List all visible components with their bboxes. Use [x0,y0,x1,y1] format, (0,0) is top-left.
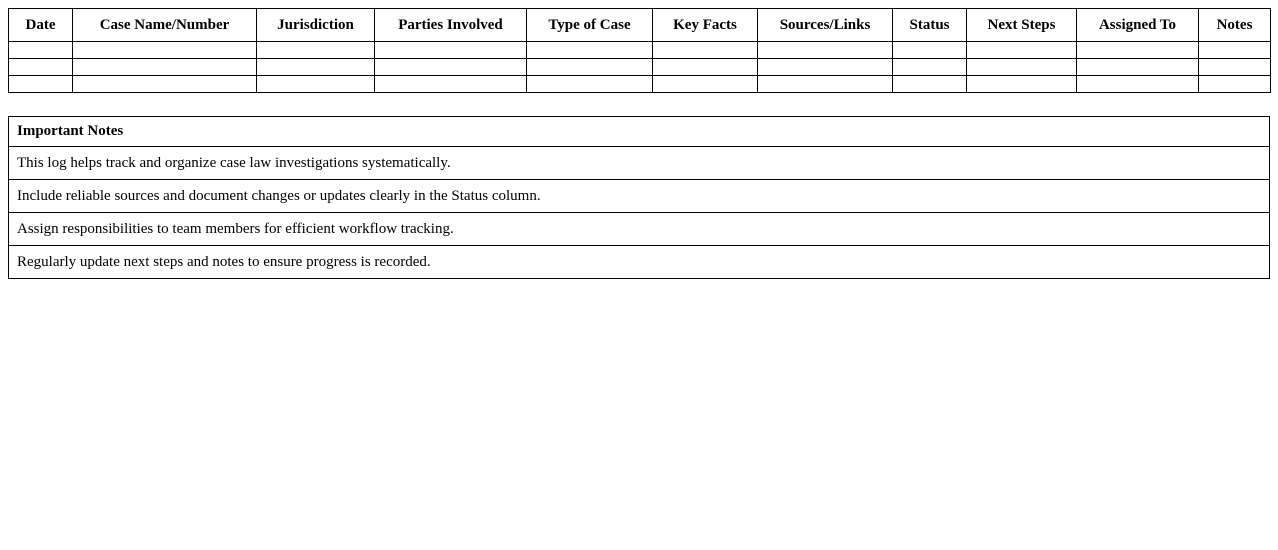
note-row [9,180,1270,213]
case-log-cell [1077,76,1199,93]
important-notes-title: Important Notes [9,117,1270,147]
column-header-sources-links: Sources/Links [758,9,893,42]
case-log-cell [73,42,257,59]
case-log-cell [1077,42,1199,59]
case-log-cell [653,76,758,93]
case-log-cell [73,59,257,76]
column-header-notes: Notes [1199,9,1271,42]
important-notes-header-row [9,117,1270,147]
note-row [9,213,1270,246]
case-log-cell [527,59,653,76]
column-header-parties-involved: Parties Involved [375,9,527,42]
column-header-assigned-to: Assigned To [1077,9,1199,42]
important-notes-section [8,116,1270,279]
case-log-cell [758,76,893,93]
case-log-cell [257,42,375,59]
note-row [9,246,1270,279]
case-log-row [9,42,1271,59]
case-log-cell [375,76,527,93]
column-header-type-of-case: Type of Case [527,9,653,42]
column-header-next-steps: Next Steps [967,9,1077,42]
case-log-cell [758,59,893,76]
column-header-jurisdiction: Jurisdiction [257,9,375,42]
note-item: Include reliable sources and document changes or updates clearly in the Status column. [9,180,1270,213]
column-header-date: Date [9,9,73,42]
case-log-cell [1199,76,1271,93]
case-log-cell [257,59,375,76]
case-log-cell [9,42,73,59]
case-log-cell [257,76,375,93]
column-header-status: Status [893,9,967,42]
case-log-cell [1199,59,1271,76]
case-log-cell [967,76,1077,93]
case-log-header-row [9,9,1271,42]
case-log-cell [73,76,257,93]
case-log-cell [9,59,73,76]
note-row [9,147,1270,180]
case-log-cell [527,42,653,59]
case-log-table [8,8,1271,93]
note-item: Assign responsibilities to team members for efficient workflow tracking. [9,213,1270,246]
case-log-cell [758,42,893,59]
case-log-cell [375,59,527,76]
case-log-cell [527,76,653,93]
note-item: Regularly update next steps and notes to ensure progress is recorded. [9,246,1270,279]
case-log-cell [1077,59,1199,76]
case-log-cell [893,59,967,76]
case-log-cell [653,42,758,59]
case-log-cell [1199,42,1271,59]
case-log-cell [967,42,1077,59]
case-log-cell [375,42,527,59]
case-log-row [9,59,1271,76]
case-log-cell [9,76,73,93]
case-log-cell [893,42,967,59]
case-log-row [9,76,1271,93]
case-log-cell [967,59,1077,76]
column-header-case-name-number: Case Name/Number [73,9,257,42]
note-item: This log helps track and organize case law investigations systematically. [9,147,1270,180]
case-log-cell [893,76,967,93]
case-log-cell [653,59,758,76]
column-header-key-facts: Key Facts [653,9,758,42]
